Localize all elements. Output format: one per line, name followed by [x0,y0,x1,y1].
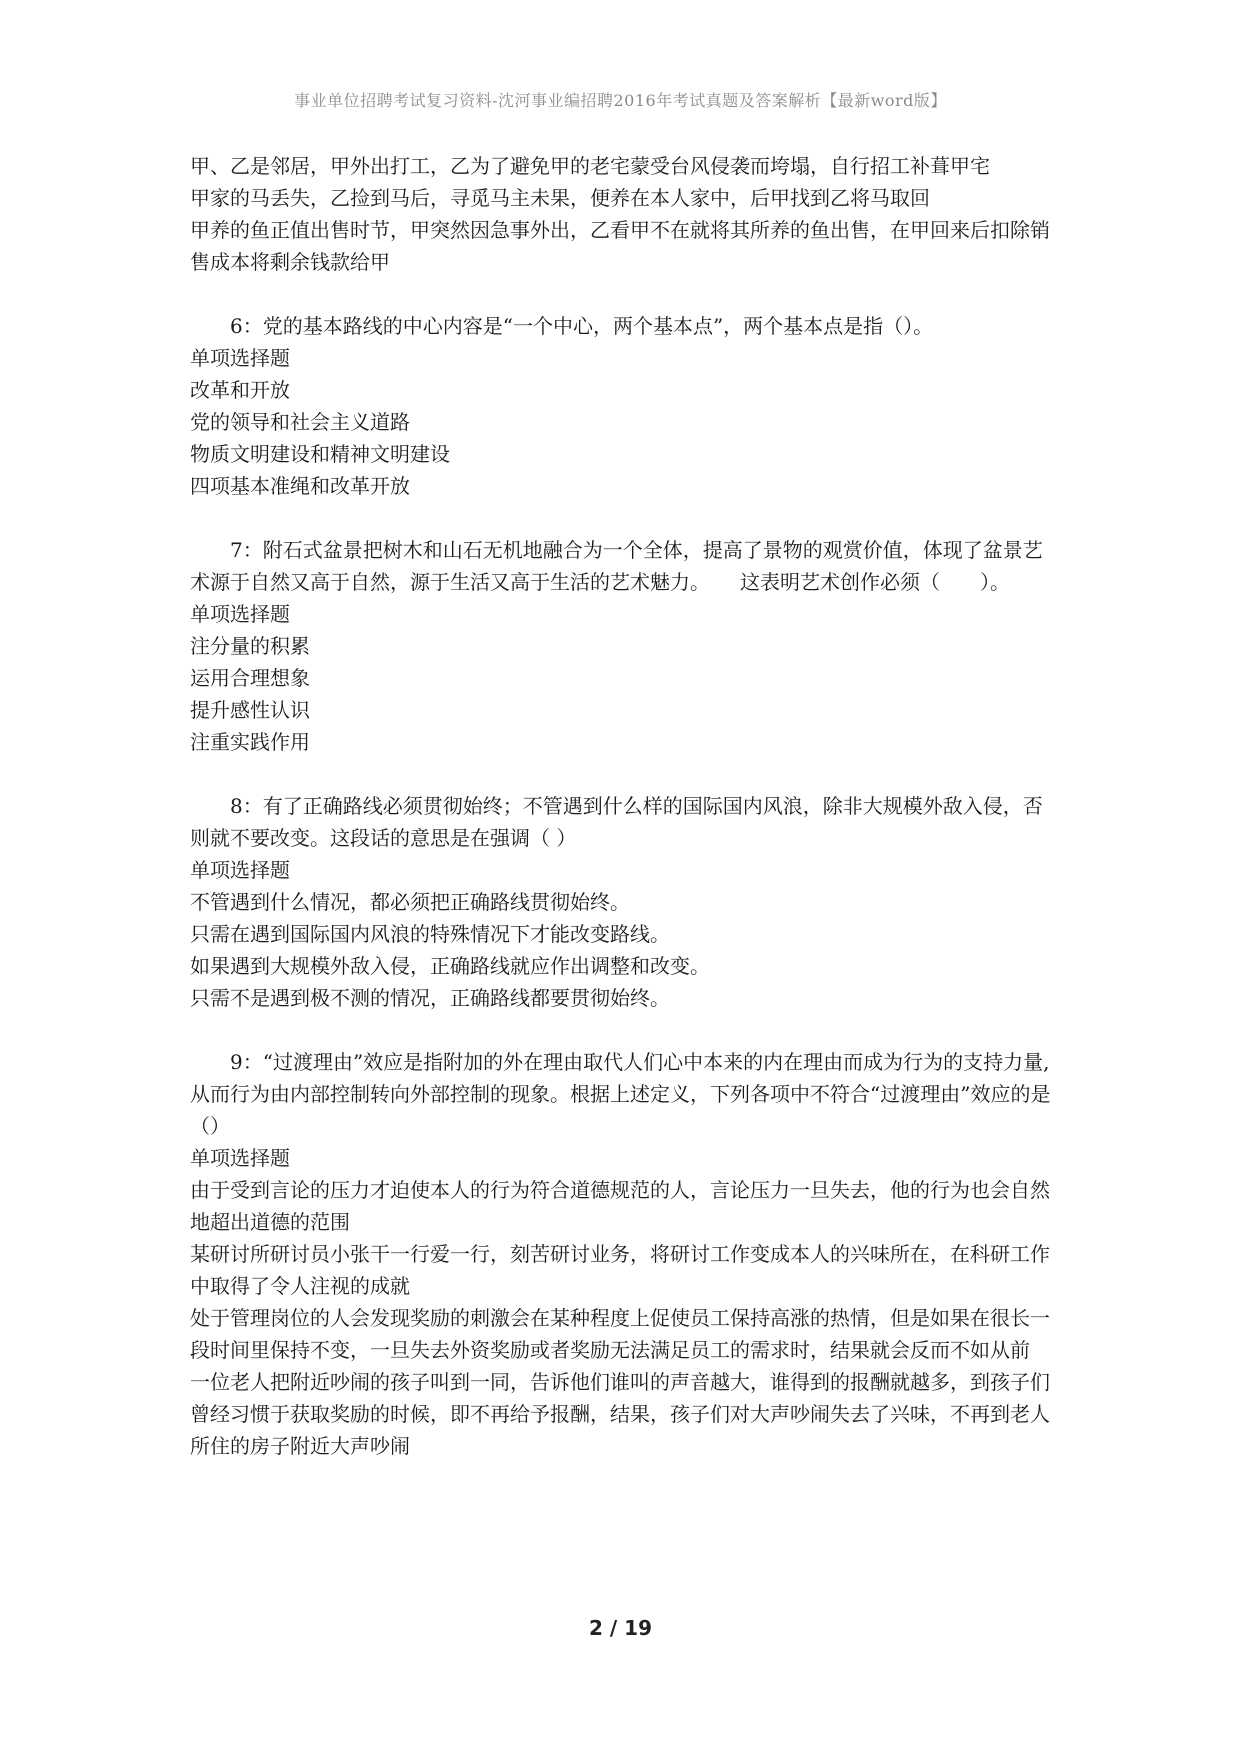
question-stem: 6：党的基本路线的中心内容是“一个中心，两个基本点”，两个基本点是指（）。 [230,314,934,338]
option: 甲家的马丢失，乙捡到马后，寻觅马主未果，便养在本人家中，后甲找到乙将马取回 [190,186,930,210]
question-type: 单项选择题 [190,602,290,626]
option: 只需不是遇到极不测的情况，正确路线都要贯彻始终。 [190,986,670,1010]
option: 运用合理想象 [190,666,310,690]
question-type: 单项选择题 [190,1146,290,1170]
option: 注分量的积累 [190,634,310,658]
option: 四项基本准绳和改革开放 [190,474,410,498]
question-stem: 7：附石式盆景把树木和山石无机地融合为一个全体，提高了景物的观赏价值，体现了盆景艺术源于自然又高于自然，源于生活又高于生活的艺术魅力。 这表明艺术创作必须（ ）。 [190,538,1043,594]
previous-question-options [190,150,1060,278]
option: 只需在遇到国际国内风浪的特殊情况下才能改变路线。 [190,922,670,946]
page-number: 2 / 19 [589,1616,652,1640]
option: 某研讨所研讨员小张干一行爱一行，刻苦研讨业务，将研讨工作变成本人的兴味所在，在科研工作中取得了令人注视的成就 [190,1242,1050,1298]
page-header: 事业单位招聘考试复习资料-沈河事业编招聘2016年考试真题及答案解析【最新word版】 [294,91,947,110]
option: 一位老人把附近吵闹的孩子叫到一同，告诉他们谁叫的声音越大，谁得到的报酬就越多，到孩子们曾经习惯于获取奖励的时候，即不再给予报酬，结果，孩子们对大声吵闹失去了兴味，不再到老人所住的房子附近大声吵闹 [190,1370,1050,1458]
option: 甲养的鱼正值出售时节，甲突然因急事外出，乙看甲不在就将其所养的鱼出售，在甲回来后扣除销售成本将剩余钱款给甲 [190,218,1050,274]
option: 注重实践作用 [190,730,310,754]
document-body [190,150,1060,1494]
option: 不管遇到什么情况，都必须把正确路线贯彻始终。 [190,890,630,914]
question-type: 单项选择题 [190,346,290,370]
question-type: 单项选择题 [190,858,290,882]
option: 甲、乙是邻居，甲外出打工，乙为了避免甲的老宅蒙受台风侵袭而垮塌，自行招工补葺甲宅 [190,154,990,178]
question-8 [190,790,1060,1014]
question-stem: 8：有了正确路线必须贯彻始终；不管遇到什么样的国际国内风浪，除非大规模外敌入侵，否则就不要改变。这段话的意思是在强调（ ） [190,794,1043,850]
option: 由于受到言论的压力才迫使本人的行为符合道德规范的人，言论压力一旦失去，他的行为也会自然地超出道德的范围 [190,1178,1050,1234]
option: 物质文明建设和精神文明建设 [190,442,450,466]
question-6 [190,310,1060,502]
option: 改革和开放 [190,378,290,402]
option: 如果遇到大规模外敌入侵，正确路线就应作出调整和改变。 [190,954,710,978]
option: 提升感性认识 [190,698,310,722]
option: 处于管理岗位的人会发现奖励的刺激会在某种程度上促使员工保持高涨的热情，但是如果在很长一段时间里保持不变，一旦失去外资奖励或者奖励无法满足员工的需求时，结果就会反而不如从前 [190,1306,1050,1362]
question-stem: 9：“过渡理由”效应是指附加的外在理由取代人们心中本来的内在理由而成为行为的支持力量,从而行为由内部控制转向外部控制的现象。根据上述定义，下列各项中不符合“过渡理由”效应的是（） [190,1050,1051,1138]
question-7 [190,534,1060,758]
option: 党的领导和社会主义道路 [190,410,410,434]
question-9 [190,1046,1060,1462]
